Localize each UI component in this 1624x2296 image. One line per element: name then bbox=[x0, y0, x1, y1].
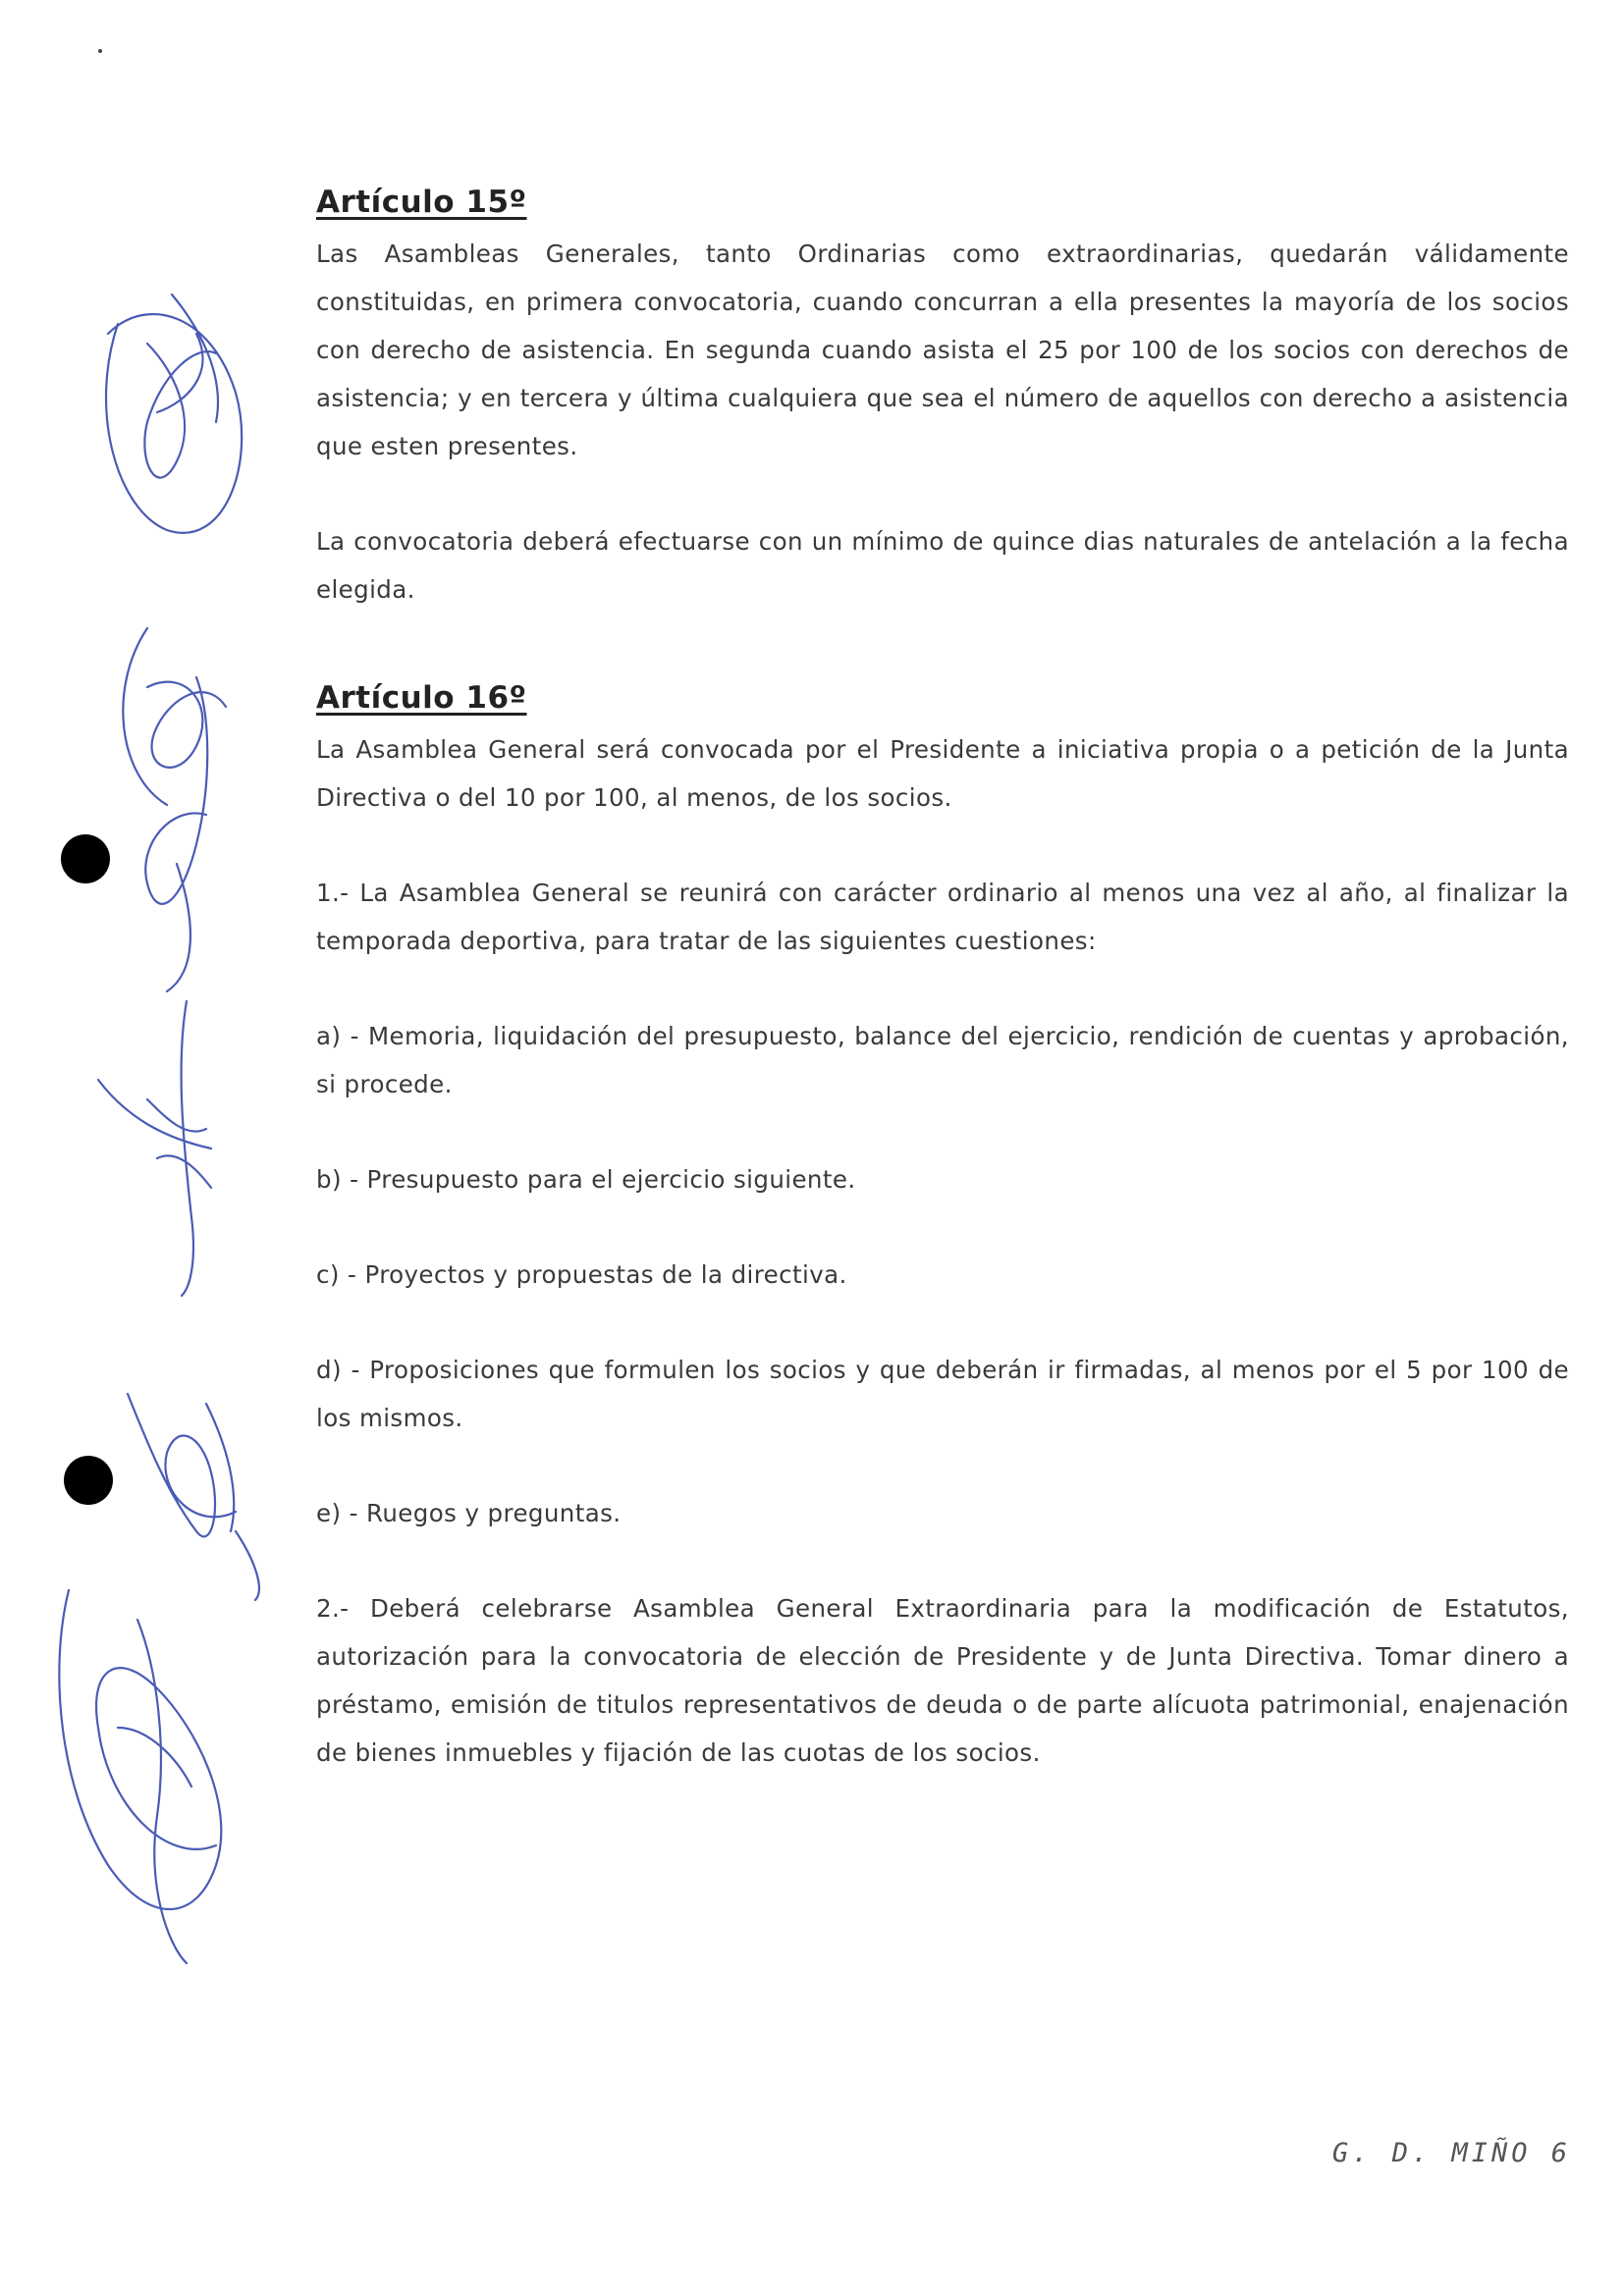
list-item-a: a) - Memoria, liquidación del presupuesto, balance del ejercicio, rendición de cuentas y aprobación, si procede. bbox=[316, 1022, 1569, 1098]
handwritten-signatures bbox=[0, 0, 314, 2296]
article-16-paragraph-2: 1.- La Asamblea General se reunirá con carácter ordinario al menos una vez al año, al finalizar la temporada deportiva, para tratar de las siguientes cuestiones: bbox=[316, 879, 1569, 955]
document-body bbox=[316, 185, 1569, 1777]
article-15-heading: Artículo 15º bbox=[316, 185, 527, 220]
list-item-d: d) - Proposiciones que formulen los socios y que deberán ir firmadas, al menos por el 5 por 100 de los mismos. bbox=[316, 1356, 1569, 1432]
article-15-paragraph-1: Las Asambleas Generales, tanto Ordinarias como extraordinarias, quedarán válidamente constituidas, en primera convocatoria, cuando concurran a ella presentes la mayoría de los socios con derecho de asistencia. En segunda cuando asista el 25 por 100 de los socios con derechos de asistencia; y en tercera y última cualquiera que sea el número de aquellos con derecho a asistencia que esten presentes. bbox=[316, 240, 1569, 460]
signature-3 bbox=[98, 1001, 211, 1296]
page-footer: G. D. MIÑO 6 bbox=[1331, 2138, 1571, 2168]
signature-2 bbox=[123, 628, 226, 991]
signature-4 bbox=[128, 1394, 259, 1600]
article-16-paragraph-3: 2.- Deberá celebrarse Asamblea General Extraordinaria para la modificación de Estatutos, autorización para la convocatoria de elección de Presidente y de Junta Directiva. Tomar dinero a préstamo, emisión de titulos representativos de deuda o de parte alícuota patrimonial, enajenación de bienes inmuebles y fijación de las cuotas de los socios. bbox=[316, 1594, 1569, 1767]
list-item-c: c) - Proyectos y propuestas de la directiva. bbox=[316, 1260, 847, 1289]
list-item-b: b) - Presupuesto para el ejercicio siguiente. bbox=[316, 1165, 856, 1194]
article-16-paragraph-1: La Asamblea General será convocada por el Presidente a iniciativa propia o a petición de la Junta Directiva o del 10 por 100, al menos, de los socios. bbox=[316, 735, 1569, 812]
list-item-e: e) - Ruegos y preguntas. bbox=[316, 1499, 622, 1527]
article-16-heading: Artículo 16º bbox=[316, 680, 527, 716]
article-15-paragraph-2: La convocatoria deberá efectuarse con un mínimo de quince dias naturales de antelación a la fecha elegida. bbox=[316, 527, 1569, 604]
signature-5 bbox=[59, 1590, 221, 1963]
signature-1 bbox=[106, 294, 242, 533]
margin-signatures bbox=[0, 0, 314, 2296]
